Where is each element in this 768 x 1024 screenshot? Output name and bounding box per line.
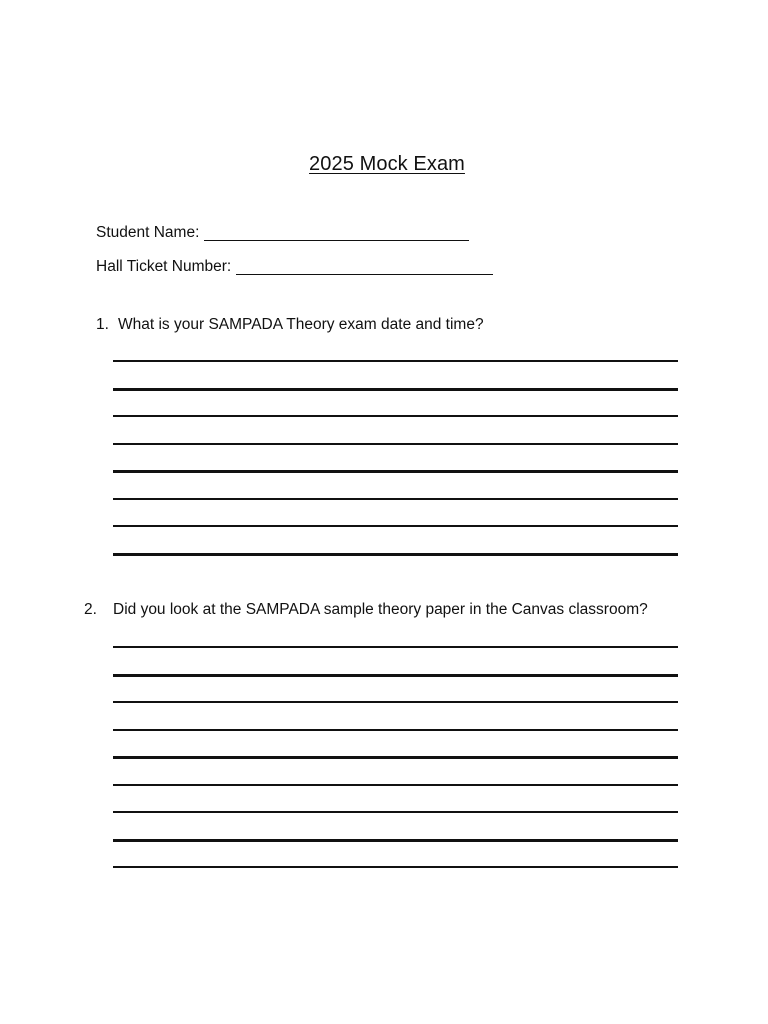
answer-line[interactable] xyxy=(113,784,678,786)
student-name-blank[interactable] xyxy=(204,226,469,241)
answer-line[interactable] xyxy=(113,388,678,391)
question-1 xyxy=(96,316,484,334)
answer-line[interactable] xyxy=(113,470,678,473)
answer-line[interactable] xyxy=(113,498,678,500)
page-title: 2025 Mock Exam xyxy=(309,153,465,175)
question-text: Did you look at the SAMPADA sample theory paper in the Canvas classroom? xyxy=(113,601,648,618)
answer-lines-2[interactable] xyxy=(113,646,678,869)
answer-line[interactable] xyxy=(113,756,678,759)
answer-line[interactable] xyxy=(113,646,678,648)
answer-line[interactable] xyxy=(113,701,678,703)
student-name-row xyxy=(96,224,469,242)
answer-line[interactable] xyxy=(113,525,678,527)
answer-lines-1[interactable] xyxy=(113,360,678,556)
answer-line[interactable] xyxy=(113,443,678,445)
question-number: 2. xyxy=(84,601,97,618)
answer-line[interactable] xyxy=(113,415,678,417)
answer-line[interactable] xyxy=(113,360,678,362)
answer-line[interactable] xyxy=(113,729,678,731)
question-2 xyxy=(84,601,648,619)
question-number: 1. xyxy=(96,316,109,333)
answer-line[interactable] xyxy=(113,839,678,842)
answer-line[interactable] xyxy=(113,866,678,868)
hall-ticket-blank[interactable] xyxy=(236,260,493,275)
answer-line[interactable] xyxy=(113,553,678,556)
student-name-label: Student Name: xyxy=(96,224,200,241)
answer-line[interactable] xyxy=(113,811,678,813)
question-text: What is your SAMPADA Theory exam date and time? xyxy=(118,316,484,333)
answer-line[interactable] xyxy=(113,674,678,677)
hall-ticket-row xyxy=(96,258,493,276)
hall-ticket-label: Hall Ticket Number: xyxy=(96,258,232,275)
